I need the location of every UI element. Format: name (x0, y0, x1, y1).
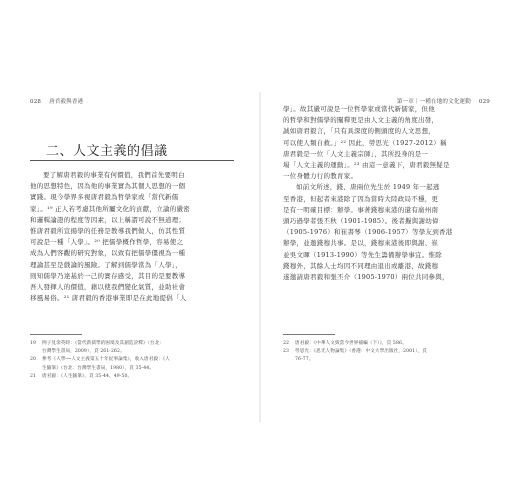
body-line: 如前文所述，錢、唐兩位先生於 1949 年一起逃 (296, 183, 440, 192)
body-line: 錢穆外，其餘人士均因不同理由退出或離港，故錢穆 (283, 261, 439, 270)
body-line: 是有一明確目標：辦學。事著錢穆來港的還有廣州南 (283, 205, 439, 214)
footnote-number: 20 (30, 357, 37, 363)
body-line: 則知儒學乃達基於一己的實存感受，其目的是要教導 (30, 271, 186, 280)
footnote-text: 勞思光：《思光人物論集》（香港：中文大學出版社，2001），頁 (295, 349, 427, 355)
right-footnotes (283, 340, 490, 365)
footnote-text: 生隨筆》（台北：台灣學生書局，1980），頁 35-44。 (42, 365, 154, 371)
body-line: 移風易俗。²¹ 唐君毅的香港事業即是在此地提倡「人 (30, 294, 187, 303)
left-footnote-rule (30, 334, 82, 335)
right-page-number: 029 (478, 99, 490, 105)
body-line: 誠如唐君毅言，「只有具深度的側頭度的人文思想， (283, 127, 435, 136)
body-line: 要了解唐君毅的事業有何價值，我們首先要明白 (43, 171, 185, 179)
footnote-text: 76-77。 (295, 357, 314, 363)
right-footnote-rule (283, 334, 335, 335)
body-line: 吾人發揮人的價值，藉以使我們變化氣質，並助社會 (30, 283, 186, 292)
footnote-number: 19 (30, 341, 37, 346)
section-title-rule (30, 160, 234, 161)
footnote-text: 參考《人學──人文主義第五十年紀事論集》，收入唐君毅：《人 (42, 357, 170, 363)
footnote-19 (30, 340, 235, 348)
footnote-text: 唐君毅：《中華人文與當今世界補編（下）》，頁 586。 (295, 341, 407, 346)
footnote-20 (30, 356, 235, 364)
footnote-number: 23 (283, 349, 290, 355)
body-line: 和邏輯論證的程度等因素，以上稱謂可說不無道理； (30, 215, 186, 224)
footnote-22 (283, 340, 490, 348)
body-line: 他的思想特色，因為他的事業實為其個人思想的一個 (30, 182, 186, 191)
right-body-text (283, 104, 490, 283)
footnote-number: 22 (283, 341, 290, 346)
body-line: 並吳文暉（1913-1990）等先生籌備辦學事宜。惟除 (283, 250, 443, 259)
body-line: 家」。¹⁹ 正人若考慮其他所屬文化的貢獻，立論的嚴密 (30, 204, 191, 213)
body-line: （1905-1976）和崔書琴（1906-1957）等學友到香港 (283, 228, 453, 237)
body-line: 的哲學和對儒學的闡釋更是由人文主義的角度出發， (283, 116, 439, 125)
body-line: 惟唐君毅所宣揚學的任務是教導我們做人，仿其性質 (30, 227, 186, 236)
body-line: 可以使人類自救。」²² 因此，勞思光（1927-2012）稱 (283, 138, 447, 147)
section-title: 二、人文主義的倡議 (46, 144, 168, 159)
footnote-23 (283, 348, 490, 356)
left-footnotes (30, 340, 235, 381)
left-body-text (30, 170, 234, 304)
footnote-number: 21 (30, 373, 37, 379)
body-line: 辦學，並邀錢穆共事。是以，錢穆來港後即與謝、崔 (283, 239, 439, 248)
right-running-head-title: 第一章｜一種在地的文化運動 (396, 99, 471, 105)
body-line: 實踐。現今學界多視唐君毅為哲學家或「當代新儒 (30, 193, 179, 202)
left-running-header (30, 97, 83, 105)
body-line: 場「人文主義的運動」。²³ 由這一意義下，唐君毅無疑是 (283, 161, 450, 170)
footnote-text: 例子見余英時：《當代新儒學的困境及其創造詮釋》（台北： (42, 341, 165, 346)
body-line: 理論甚至是戲論的風險。了解到儒學當為「人學」， (30, 260, 182, 269)
footnote-text: 台灣學生書局，2009），頁 261-262。 (42, 349, 125, 355)
left-running-head-title: 唐君毅與香港 (49, 99, 84, 105)
body-line: 可說是一種「人學」。²⁰ 把儒學概作哲學，容易使之 (30, 238, 184, 247)
body-line: 遂邀請唐君毅和張丕介（1905-1970）兩位共同參與， (283, 273, 449, 282)
footnote-21 (30, 373, 235, 381)
body-line: 一位身體力行的教育家。 (283, 172, 358, 181)
body-line: 唐君毅是一位「人文主義宗師」，其所投身的是一 (283, 149, 429, 158)
body-line: 成為人們客觀的研究對象，以致有把儒學僵視為一種 (30, 249, 186, 258)
book-gutter (259, 92, 261, 422)
left-page-number: 028 (30, 99, 42, 105)
body-line: 頭巧過學者張丕秋（1901-1985）。後者擬與謝幼偉 (283, 217, 439, 226)
body-line: 至香港，但起者來港除了因為當時大陸政局不穩，更 (283, 194, 439, 203)
body-line: 學」。故其嚴可說是一位哲學家或當代新儒家，但他 (283, 105, 435, 113)
footnote-text: 唐君毅：《人生隨筆》，頁 35-44、49-50。 (42, 373, 133, 379)
